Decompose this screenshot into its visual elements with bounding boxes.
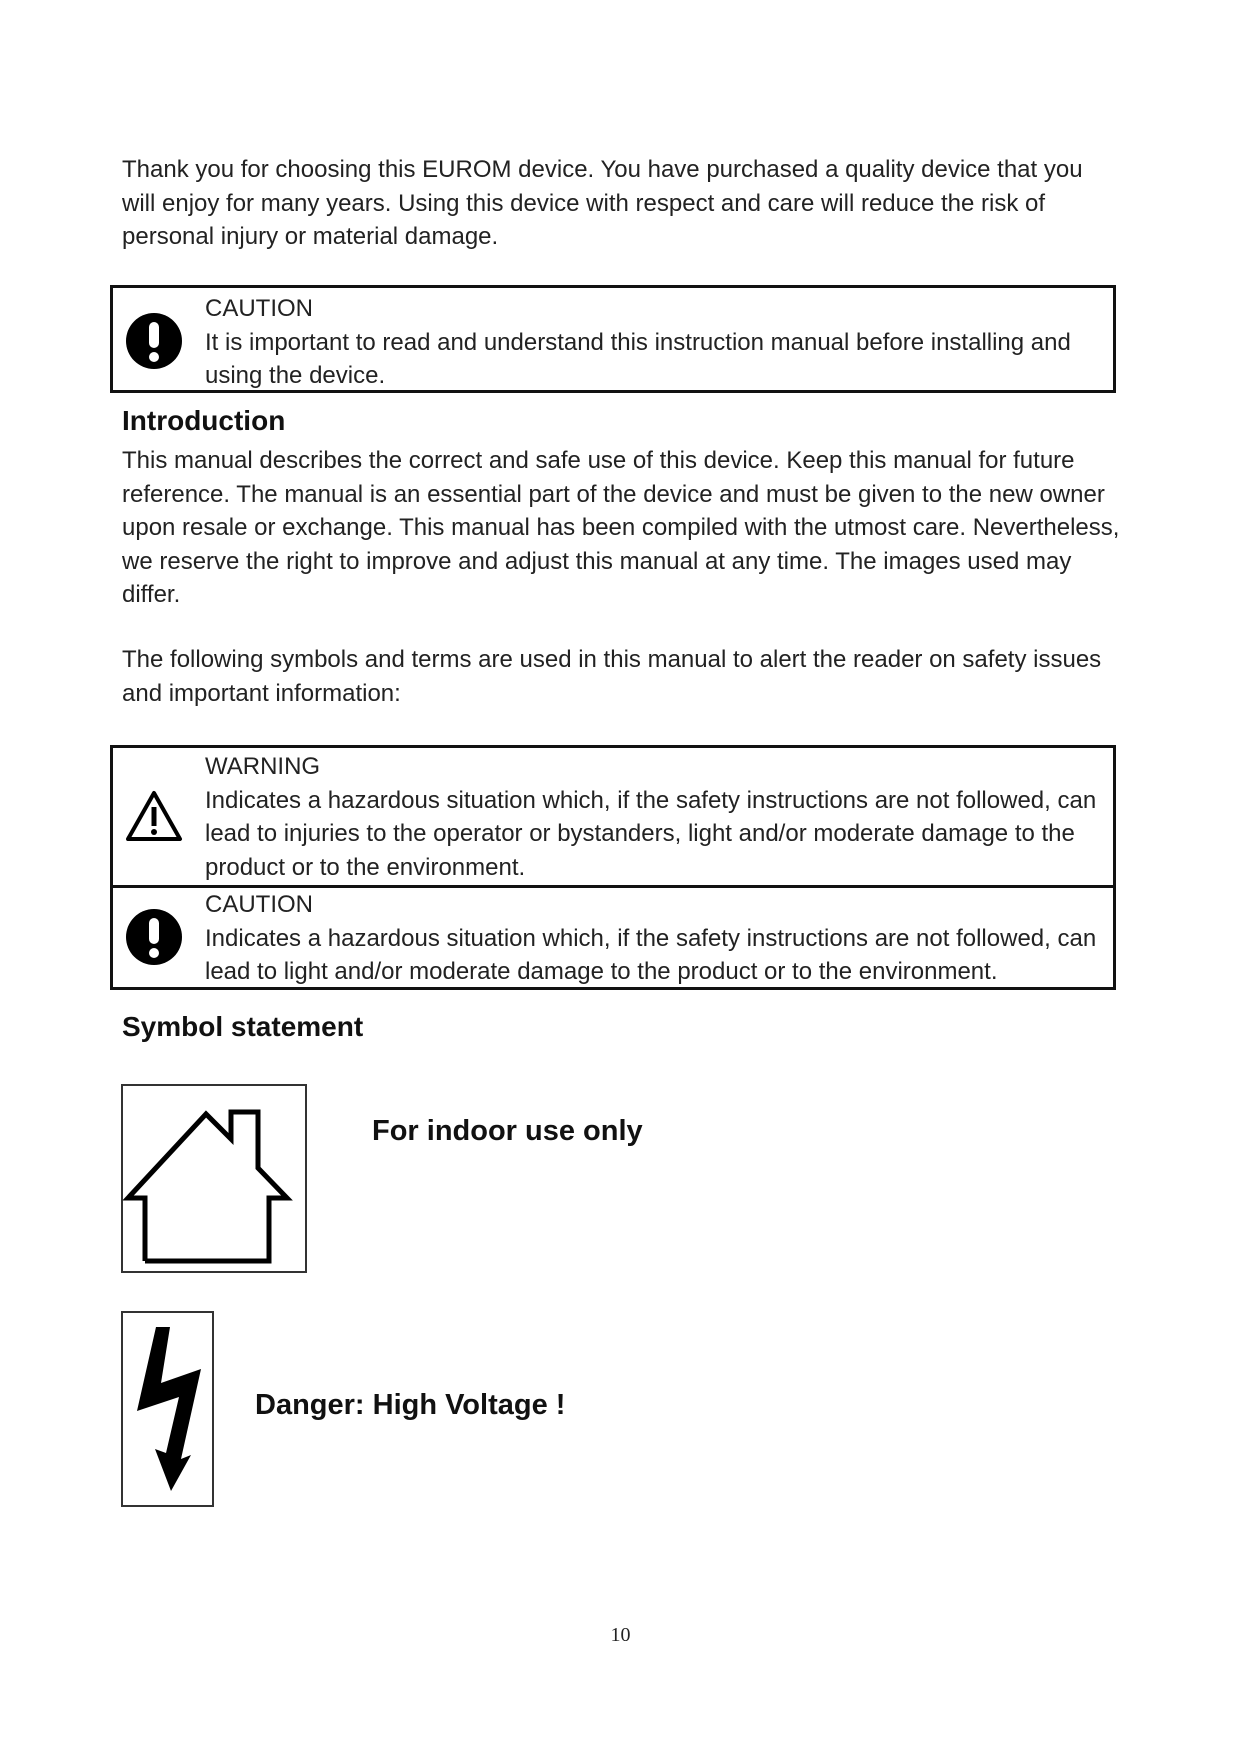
- caution-row-text: Indicates a hazardous situation which, if the safety instructions are not followed, can lead to light and/or moderate damage to the product or to the environment.: [205, 924, 1097, 985]
- caution-row-label: CAUTION: [205, 891, 313, 918]
- voltage-symbol-box: [121, 1311, 214, 1507]
- indoor-caption: For indoor use only: [372, 1115, 643, 1147]
- caution-label: CAUTION: [205, 295, 313, 322]
- exclamation-circle-icon: [125, 312, 183, 370]
- caution-row: [113, 885, 1113, 987]
- symbols-table: [110, 745, 1116, 990]
- warning-triangle-icon: [125, 790, 183, 842]
- symbol-statement-heading: Symbol statement: [122, 1011, 364, 1042]
- high-voltage-icon: [123, 1313, 212, 1505]
- warning-text: Indicates a hazardous situation which, if the safety instructions are not followed, can lead to injuries to the operator or bystanders, light and/or moderate damage to the product or to the environment.: [205, 786, 1097, 881]
- caution-notice-box: [110, 285, 1116, 393]
- warning-label: WARNING: [205, 753, 321, 780]
- house-icon: [123, 1086, 305, 1271]
- page-number: 10: [610, 1624, 631, 1646]
- introduction-heading: Introduction: [122, 405, 286, 436]
- introduction-paragraph: This manual describes the correct and safe use of this device. Keep this manual for future reference. The manual is an essential part of the device and must be given to the new owner upon resale or exchange. This manual has been compiled with the utmost care. Nevertheless, we reserve the right to improve and adjust this manual at any time. The images used may differ.: [122, 447, 1120, 608]
- symbols-intro-paragraph: The following symbols and terms are used in this manual to alert the reader on safety issues and important information:: [122, 646, 1102, 707]
- voltage-caption: Danger: High Voltage !: [255, 1389, 566, 1421]
- caution-notice-row: [113, 288, 1113, 390]
- caution-text: It is important to read and understand this instruction manual before installing and using the device.: [205, 328, 1071, 389]
- indoor-symbol-box: [121, 1084, 307, 1273]
- intro-paragraph: Thank you for choosing this EUROM device. You have purchased a quality device that you will enjoy for many years. Using this device with respect and care will reduce the risk of personal injury or material damage.: [122, 156, 1083, 250]
- exclamation-circle-icon: [125, 908, 183, 966]
- warning-row: [113, 748, 1113, 885]
